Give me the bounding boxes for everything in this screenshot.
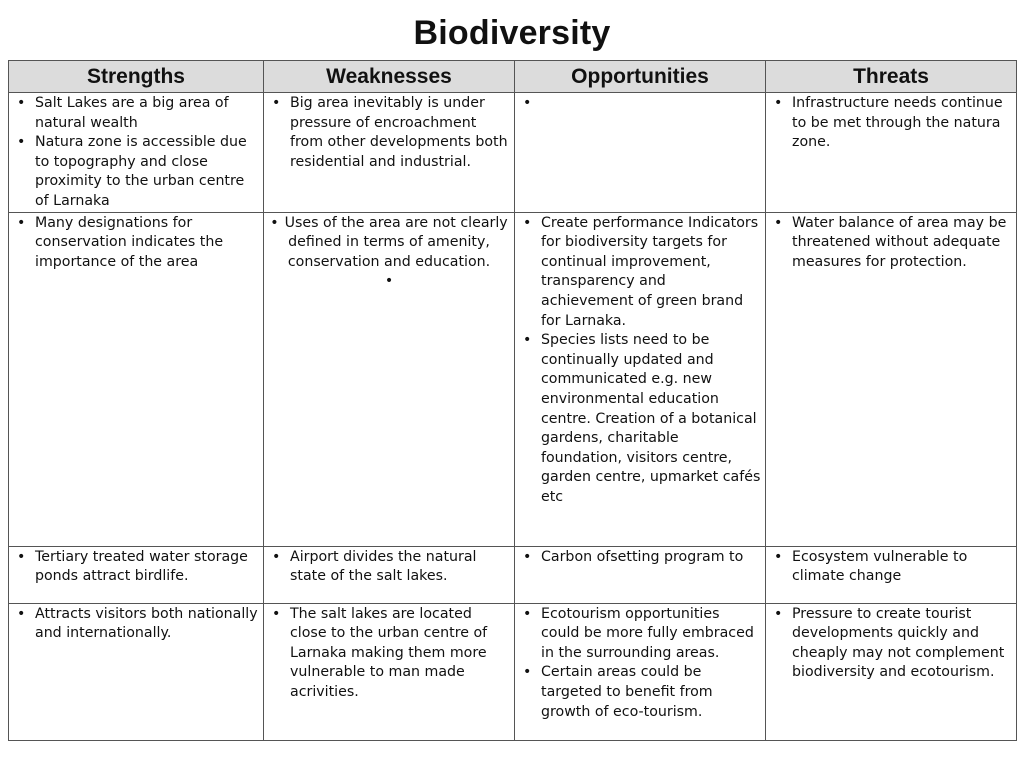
cell-opportunities — [515, 603, 766, 740]
list-item: • Natura zone is accessible due to topography and close proximity to the urban centre of Larnaka — [13, 133, 259, 211]
bullet-list — [770, 605, 1012, 683]
cell-strengths — [9, 212, 264, 546]
bullet-list — [13, 548, 259, 587]
table-row — [9, 546, 1017, 603]
list-item: • Airport divides the natural state of the salt lakes. — [268, 548, 510, 587]
list-item: • Species lists need to be continually updated and communicated e.g. new environmental education centre. Creation of a botanical gardens, charitable foundation, visitors centre, garden centre, upmarket cafés etc — [519, 331, 761, 507]
empty-list-item — [268, 272, 510, 292]
list-item: • Many designations for conservation indicates the importance of the area — [13, 214, 259, 273]
cell-strengths — [9, 603, 264, 740]
bullet-list — [770, 94, 1012, 153]
bullet-list — [519, 605, 761, 723]
list-item: • Attracts visitors both nationally and internationally. — [13, 605, 259, 644]
cell-strengths — [9, 546, 264, 603]
header-opportunities: Opportunities — [515, 61, 766, 93]
list-item: • Ecosystem vulnerable to climate change — [770, 548, 1012, 587]
header-row — [9, 61, 1017, 93]
list-item: • Tertiary treated water storage ponds attract birdlife. — [13, 548, 259, 587]
empty-list-item — [519, 94, 761, 113]
header-strengths: Strengths — [9, 61, 264, 93]
cell-weaknesses — [264, 93, 515, 213]
table-row — [9, 212, 1017, 546]
list-item: • The salt lakes are located close to the urban centre of Larnaka making them more vulnerable to man made acrivities. — [268, 605, 510, 703]
bullet-list — [268, 548, 510, 587]
bullet-list — [13, 214, 259, 273]
list-item: • Pressure to create tourist developments quickly and cheaply may not complement biodiversity and ecotourism. — [770, 605, 1012, 683]
cell-threats — [766, 603, 1017, 740]
list-item: • Ecotourism opportunities could be more fully embraced in the surrounding areas. — [519, 605, 761, 664]
bullet-list — [770, 214, 1012, 273]
bullet-list — [519, 548, 761, 568]
bullet-list — [268, 94, 510, 172]
header-weaknesses: Weaknesses — [264, 61, 515, 93]
table-row — [9, 93, 1017, 213]
list-item: • Salt Lakes are a big area of natural wealth — [13, 94, 259, 133]
cell-weaknesses — [264, 546, 515, 603]
cell-threats — [766, 546, 1017, 603]
cell-threats — [766, 212, 1017, 546]
cell-opportunities — [515, 546, 766, 603]
table-row — [9, 603, 1017, 740]
list-item: • Uses of the area are not clearly defined in terms of amenity, conservation and education. — [268, 214, 510, 273]
list-item: • Create performance Indicators for biodiversity targets for continual improvement, transparency and achievement of green brand for Larnaka. — [519, 214, 761, 332]
cell-opportunities — [515, 212, 766, 546]
bullet-list — [519, 94, 761, 113]
header-threats: Threats — [766, 61, 1017, 93]
page-title: Biodiversity — [413, 14, 611, 52]
cell-opportunities — [515, 93, 766, 213]
list-item: • Infrastructure needs continue to be met through the natura zone. — [770, 94, 1012, 153]
cell-weaknesses — [264, 212, 515, 546]
cell-weaknesses — [264, 603, 515, 740]
list-item: • Water balance of area may be threatened without adequate measures for protection. — [770, 214, 1012, 273]
list-item: • Certain areas could be targeted to benefit from growth of eco-tourism. — [519, 663, 761, 722]
cell-threats — [766, 93, 1017, 213]
swot-table — [8, 60, 1017, 741]
list-item: • Big area inevitably is under pressure of encroachment from other developments both residential and industrial. — [268, 94, 510, 172]
bullet-list — [13, 94, 259, 212]
cell-strengths — [9, 93, 264, 213]
bullet-list — [268, 605, 510, 703]
bullet-list — [519, 214, 761, 508]
bullet-list — [268, 214, 510, 292]
bullet-list — [770, 548, 1012, 587]
list-item: • Carbon ofsetting program to — [519, 548, 761, 568]
bullet-list — [13, 605, 259, 644]
